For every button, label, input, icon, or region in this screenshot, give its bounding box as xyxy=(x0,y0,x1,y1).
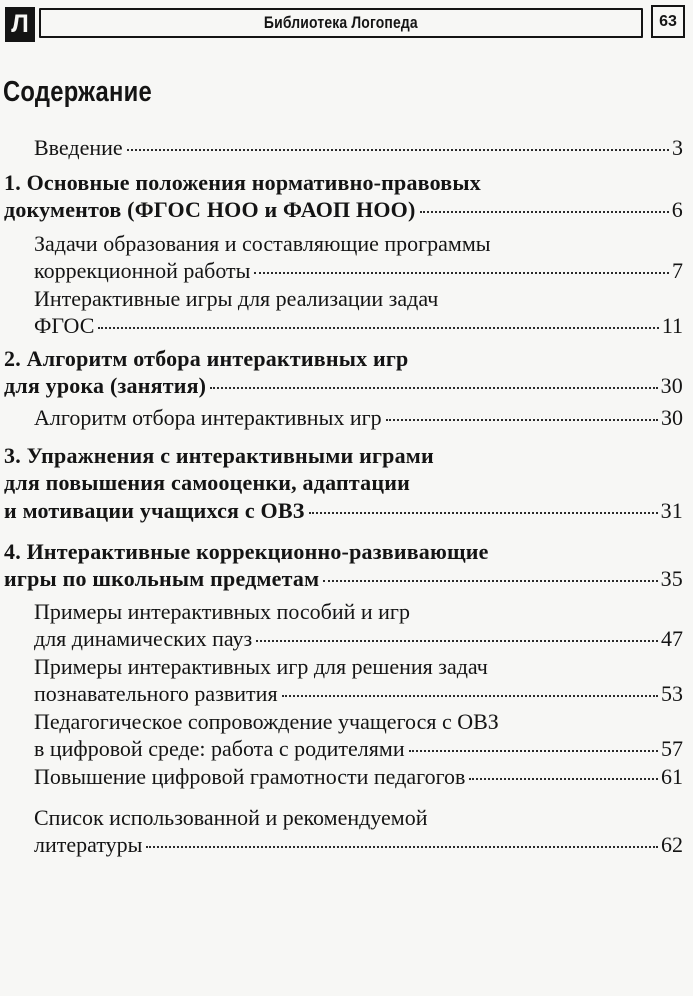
toc-references-line-1: Список использованной и рекомендуемой xyxy=(34,805,428,830)
leader-dots xyxy=(323,580,657,582)
leader-dots xyxy=(98,327,658,329)
leader-dots xyxy=(309,512,658,514)
toc-section-4-3-line-1: Педагогическое сопровождение учащегося с ОВЗ xyxy=(34,709,499,734)
toc-page-number: 30 xyxy=(661,405,683,430)
toc-chapter-3-line-2: для повышения самооценки, адаптации xyxy=(4,470,410,495)
toc-entry-text: игры по школьным предметам xyxy=(4,566,320,591)
toc-entry-text: и мотивации учащихся с ОВЗ xyxy=(4,498,305,523)
toc-entry-intro[interactable] xyxy=(34,133,683,163)
toc-entry-text: для динамических пауз xyxy=(34,626,253,651)
leader-dots xyxy=(282,695,658,697)
toc-entry-text: Введение xyxy=(34,135,123,160)
toc-entry-section-4-3[interactable] xyxy=(34,734,683,764)
running-title-box xyxy=(39,8,643,38)
toc-entry-text: документов (ФГОС НОО и ФАОП НОО) xyxy=(4,197,416,222)
toc-section-1-2-line-1: Интерактивные игры для реализации задач xyxy=(34,286,439,311)
toc-entry-text: ФГОС xyxy=(34,313,95,338)
toc-section-1-1-line-1: Задачи образования и составляющие программы xyxy=(34,231,491,256)
leader-dots xyxy=(386,419,658,421)
toc-entry-text: Повышение цифровой грамотности педагогов xyxy=(34,764,466,789)
toc-entry-references[interactable] xyxy=(34,830,683,860)
toc-section-4-2-line-1: Примеры интерактивных игр для решения задач xyxy=(34,654,488,679)
leader-dots xyxy=(254,272,669,274)
toc-entry-section-4-1[interactable] xyxy=(34,624,683,654)
leader-dots xyxy=(210,387,657,389)
leader-dots xyxy=(256,640,658,642)
toc-section-4-1-line-1: Примеры интерактивных пособий и игр xyxy=(34,599,410,624)
toc-page-number: 11 xyxy=(661,313,683,338)
toc-page-number: 61 xyxy=(661,764,683,789)
leader-dots xyxy=(469,778,658,780)
toc-entry-section-1-2[interactable] xyxy=(34,311,683,341)
leader-dots xyxy=(420,211,669,213)
toc-entry-section-4-4[interactable] xyxy=(34,762,683,792)
running-title: Библиотека Логопеда xyxy=(264,13,418,32)
toc-page-number: 3 xyxy=(672,135,683,160)
page-title: Содержание xyxy=(3,76,152,108)
toc-entry-section-2-1[interactable] xyxy=(34,403,683,433)
toc-entry-text: для урока (занятия) xyxy=(4,373,207,398)
toc-page-number: 31 xyxy=(660,498,683,523)
toc-page-number: 47 xyxy=(661,626,683,651)
toc-page-number: 57 xyxy=(661,736,683,761)
leader-dots xyxy=(409,750,658,752)
leader-dots xyxy=(127,149,669,151)
toc-entry-chapter-3[interactable] xyxy=(4,496,683,526)
toc-entry-text: коррекционной работы xyxy=(34,258,251,283)
toc-entry-chapter-4[interactable] xyxy=(4,564,683,594)
toc-page-number: 53 xyxy=(661,681,683,706)
page-header xyxy=(0,0,693,46)
toc-chapter-4-line-1: 4. Интерактивные коррекционно-развивающие xyxy=(4,539,489,564)
toc-page-number: 7 xyxy=(672,258,683,283)
toc-entry-text: в цифровой среде: работа с родителями xyxy=(34,736,405,761)
leader-dots xyxy=(146,846,658,848)
toc-entry-section-4-2[interactable] xyxy=(34,679,683,709)
toc-chapter-1-line-1: 1. Основные положения нормативно-правовых xyxy=(4,170,481,195)
toc-entry-text: Алгоритм отбора интерактивных игр xyxy=(34,405,382,430)
series-logo: Л xyxy=(5,7,35,42)
toc-entry-section-1-1[interactable] xyxy=(34,256,683,286)
toc-entry-chapter-2[interactable] xyxy=(4,371,683,401)
toc-page-number: 30 xyxy=(660,373,683,398)
toc-chapter-3-line-1: 3. Упражнения с интерактивными играми xyxy=(4,443,434,468)
toc-entry-chapter-1[interactable] xyxy=(4,195,683,225)
toc-entry-text: литературы xyxy=(34,832,143,857)
toc-entry-text: познавательного развития xyxy=(34,681,278,706)
toc-chapter-2-line-1: 2. Алгоритм отбора интерактивных игр xyxy=(4,346,409,371)
page-number: 63 xyxy=(651,5,685,38)
toc-page-number: 35 xyxy=(660,566,683,591)
toc-page-number: 62 xyxy=(661,832,683,857)
toc-page-number: 6 xyxy=(671,197,683,222)
